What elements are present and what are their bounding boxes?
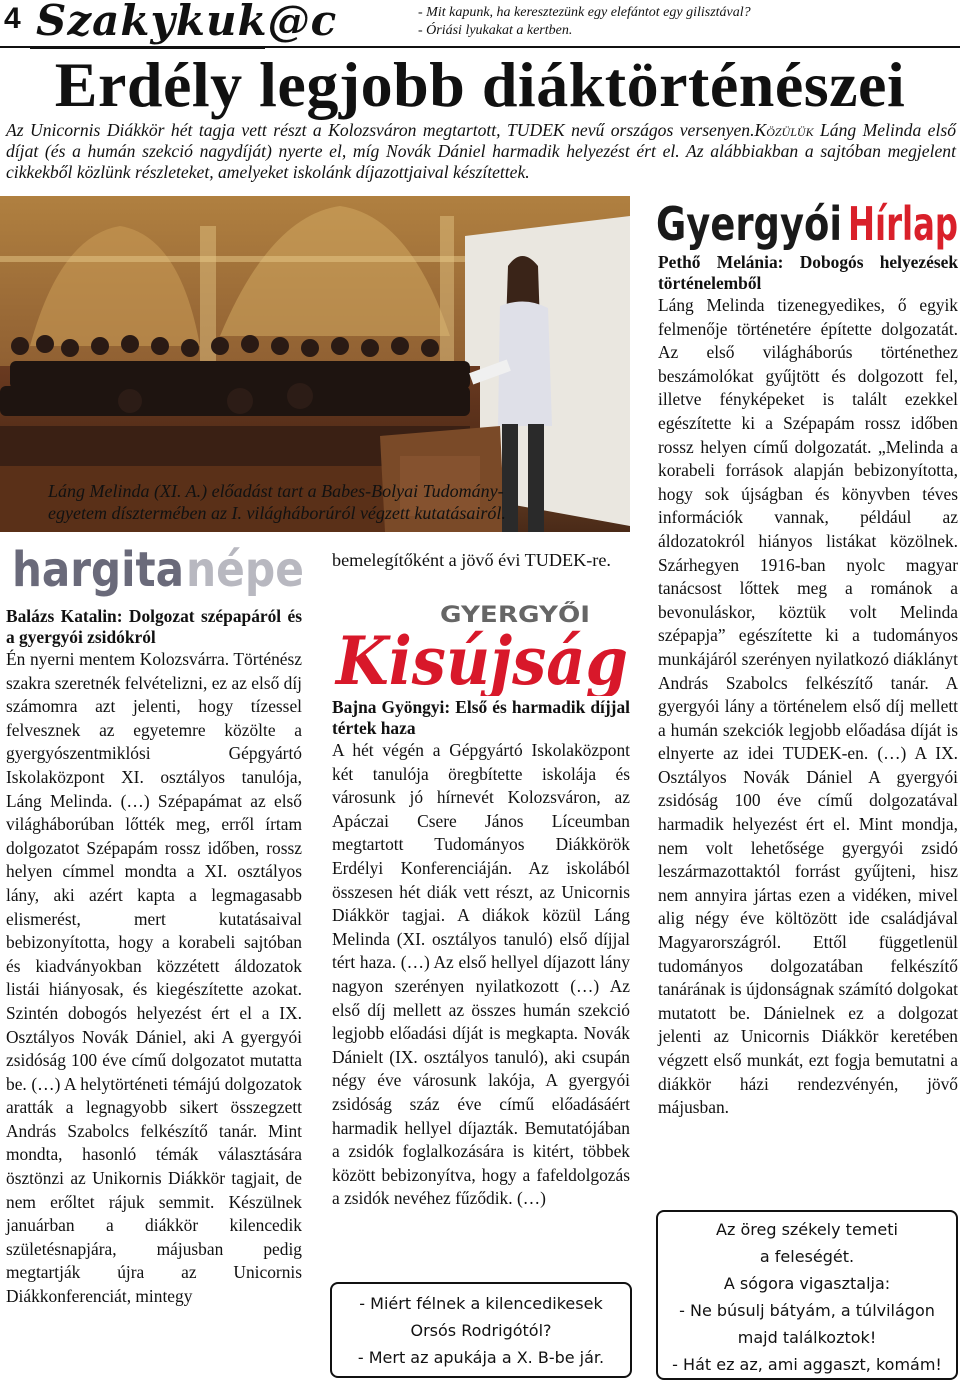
hargita-nepe-logo-art xyxy=(10,540,310,600)
header-rule xyxy=(0,46,960,48)
page-number: 4 xyxy=(4,2,21,35)
article-left-continuation: bemelegítőként a jövő évi TUDEK-re. xyxy=(332,550,611,570)
kisujsag-logo-art xyxy=(332,600,632,696)
lead-text-2: Láng Melinda első díjat (és a humán szekció nagydíját) nyerte el, míg Novák Dániel harmadik helyezést ért el. Az alábbiakban a sajtóban megjelent cikkekből közlünk részleteket, amelyeket iskolánk díjazottjaival készítettek. xyxy=(6,120,957,182)
hirlap-logo-word-2: Hírlap xyxy=(848,197,958,250)
article-middle-title: Bajna Gyöngyi: Első és harmadik díjjal tértek haza xyxy=(332,697,630,738)
article-left xyxy=(6,606,302,1309)
gyergyoi-hirlap-logo xyxy=(656,196,960,250)
article-left-title: Balázs Katalin: Dolgozat szépapáról és a gyergyói zsidókról xyxy=(6,606,302,647)
kisujsag-logo-top: GYERGYŐI xyxy=(440,603,566,628)
header-joke-question: - Mit kapunk, ha keresztezünk egy elefántot egy gilisztával? xyxy=(418,5,751,20)
lead-paragraph xyxy=(6,120,956,183)
joke-middle-line-2: Orsós Rodrigótól? xyxy=(410,1321,552,1340)
page-headline: Erdély legjobb diáktörténészei xyxy=(54,49,906,120)
joke-right-line-3: A sógora vigasztalja: xyxy=(723,1274,891,1293)
joke-right-line-4: - Ne búsulj bátyám, a túlvilágon xyxy=(679,1301,935,1320)
joke-right-line-5: majd találkoztok! xyxy=(737,1328,877,1347)
gyergyoi-kisujsag-logo xyxy=(332,600,632,696)
joke-right-line-2: a feleségét. xyxy=(759,1247,855,1266)
lead-text-1: Az Unicornis Diákkör hét tagja vett részt a Kolozsváron megtartott, TUDEK nevű országos versenyen. xyxy=(6,120,755,140)
lead-text-smallcaps: Közülük xyxy=(754,120,814,140)
article-middle-body: A hét végén a Gépgyártó Iskolaközpont két tanulója öregbítette iskolája és városunk jó hírnevét Kolozsváron, az Apáczai Csere János Líceumban megtartott Tudományos Diákkörök Erdélyi Konferenciáján. Az iskolából összesen hét diák vett részt, az Unicornis Diákkör tagjai. A diákok közül Láng Melinda (XI. osztályos tanuló) első díjjal tért haza. (…) Az első hellyel díjazott lány nagyon szerényen nyilatkozott (…) Az első díj mellett az összes humán szekció legjobb előadási díját is megkapta. Novák Dánielt (IX. osztályos tanuló), aki csupán négy éve városunk lakója, A gyergyói zsidóság száz éve című előadásáért harmadik hellyel díjazták. Bemutatójában a zsidók foglalkozására is kitért, többek között bebizonyítva, hogy a fafeldolgozás a zsidók nevéhez fűződik. (…) xyxy=(332,740,630,1209)
hargita-logo-word-1: hargita xyxy=(12,542,184,598)
photo-caption-line-1: Láng Melinda (XI. A.) előadást tart a Babes-Bolyai Tudomány- xyxy=(48,481,504,501)
article-right-body: Láng Melinda tizenegyedikes, ő egyik felmenője történetére építette dolgozatát. Az első világháborús történethez beszámolókat gyűjtött és dolgozott fel, illetve fényképeket is talált ezekkel egészítette ki a Szépapám rossz időben rossz helyen című dolgozatát. „Melinda a korabeli források alapján bebizonyította, hogy sok újságban és könyvben téves információk vannak, például az áldozatokról hiányos listákat közölnek. Szárhegyen 1916-ban nyolc magyar tanácsost lőttek meg a románok a bevonuláskor, köztük volt Melinda szépapja” egészítette ki a tudományos munkájáról szerényen nyilatkozó diáklányt András Szabolcs felkészítő tanár. A gyergyói lány a történelem első díj mellett a humán szekciók legjobb előadása díját is elnyerte az idei TUDEK-en. (…) A IX. Osztályos Novák Dániel A gyergyói zsidóság 100 éve című dolgozatával harmadik helyezést ért el. Mint mondja, nem volt lehetősége gyergyói zsidó leszármazottaktól forrást gyűjteni, hisz nem annyira jártas ezen a vidéken, mivel alig négy éve költözött ide családjával Magyarországról. Ettől függetlenül tudományos dolgozatában felkészítő tanárának is újdonságnak számító dolgokat mutatott be. Dánielnek ez a dolgozat jelenti az Unicornis Diákkör keretében végzett első munkát, ezt fogja bemutatni a diákkör házi rendezvényén, jövő májusban. xyxy=(658,295,958,1118)
hargita-nepe-logo xyxy=(10,540,310,600)
joke-right-line-6: - Hát ez az, ami aggaszt, komám! xyxy=(672,1355,942,1374)
header-joke-answer: - Óriási lyukakat a kertben. xyxy=(418,23,573,38)
article-right xyxy=(658,252,958,1120)
joke-right-line-1: Az öreg székely temeti xyxy=(716,1220,898,1239)
kisujsag-logo-main: Kisújság xyxy=(334,622,628,696)
joke-middle-line-3: - Mert az apukája a X. B-be jár. xyxy=(357,1348,605,1367)
photo-caption-line-2: egyetem dísztermében az I. világháborúról végzett kutatásairól. xyxy=(48,503,506,523)
header-joke xyxy=(418,4,751,40)
joke-box-middle xyxy=(330,1282,632,1378)
article-left-body: Én nyerni mentem Kolozsvárra. Történész szakra szeretnék felvételizni, ez az első díj számomra azt jelenti, hogy tízessel felvesznek az egyetemre közölte a gyergyószentmiklósi Gépgyártó Iskolaközpont XI. osztályos tanulója, Láng Melinda. (…) Szépapámat az első világháborúban lőtték meg, erről írtam dolgozatot Szépapám rossz időben, rossz helyen címmel mondta a XI. osztályos lány, aki azért kapta a legmagasabb elismerést, mert kutatásaival bebizonyította, hogy a korabeli sajtóban és kiadványokban közzétett áldozatok listái hiányosak, és kiegészítette azokat. Szintén dobogós helyezést ért el a IX. Osztályos Novák Dániel, aki A gyergyói zsidóság 100 éve című dolgozatot mutatta be. (…) A helytörténeti témájú dolgozatok aratták a legnagyobb sikert összegzett András Szabolcs felkészítő tanár. Mint mondta, hasonló témák választására ösztönzi az Unikornis Diákkör tagjait, de nem erőltet rájuk semmit. Készülnek januárban a diákkör kilencedik születésnapjára, májusban pedig megtartják újra az Unicornis Diákkonferenciát, mintegy xyxy=(6,649,302,1307)
article-right-title: Pethő Melánia: Dobogós helyezések történelemből xyxy=(658,252,958,293)
photo-caption xyxy=(48,480,506,524)
joke-middle-line-1: - Miért félnek a kilencedikesek xyxy=(359,1294,603,1313)
hirlap-logo-word-1: Gyergyói xyxy=(656,197,842,250)
joke-box-right xyxy=(656,1210,958,1380)
gyergyoi-hirlap-logo-art xyxy=(656,196,960,250)
article-middle xyxy=(332,697,630,1211)
hargita-logo-word-2: népe xyxy=(186,542,304,598)
masthead-title: Szakykuk@c xyxy=(36,0,338,45)
